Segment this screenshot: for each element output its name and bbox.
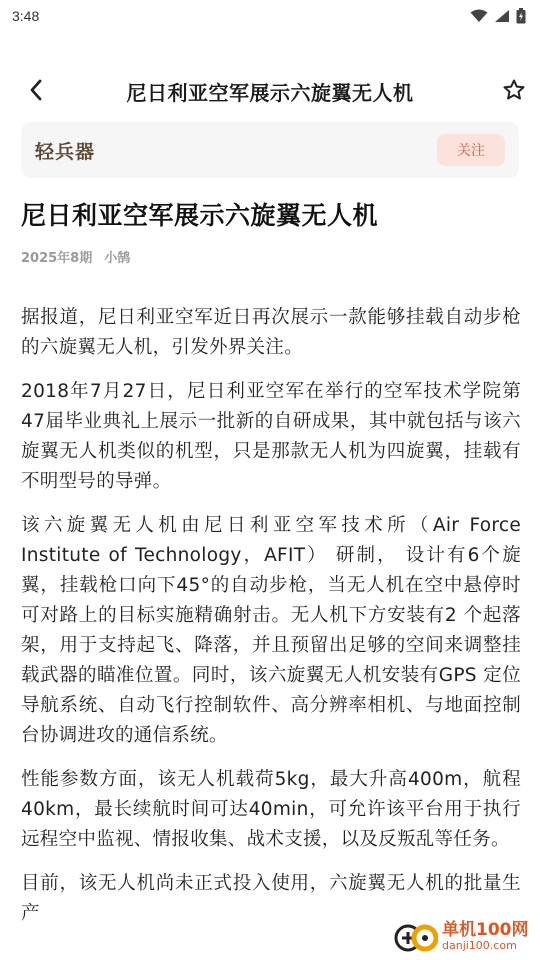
channel-card[interactable]	[21, 122, 519, 178]
article-paragraph: 2018年7月27日，尼日利亚空军在举行的空军技术学院第47届毕业典礼上展示一批新的自研成果，其中就包括与该六旋翼无人机类似的机型，只是那款无人机为四旋翼，挂载有不明型号的导弹。	[21, 381, 521, 492]
article-paragraph: 据报道，尼日利亚空军近日再次展示一款能够挂载自动步枪的六旋翼无人机，引发外界关注。	[21, 307, 521, 358]
article-meta	[21, 247, 130, 266]
star-icon	[502, 78, 526, 102]
app-title: 尼日利亚空军展示六旋翼无人机	[126, 80, 414, 105]
wifi-icon	[470, 9, 488, 23]
chevron-left-icon	[28, 78, 44, 102]
status-icons	[470, 8, 526, 24]
signal-icon	[494, 9, 510, 23]
article-paragraph: 目前，该无人机尚未正式投入使用，六旋翼无人机的批量生产	[21, 873, 521, 924]
channel-logo: 轻兵器	[35, 140, 96, 163]
article-title: 尼日利亚空军展示六旋翼无人机	[21, 201, 379, 230]
watermark-name: 单机100网	[442, 920, 529, 941]
article-issue: 2025年8期	[21, 251, 93, 266]
status-time: 3:48	[12, 8, 40, 24]
article-author: 小鹄	[104, 251, 131, 266]
watermark-text	[442, 922, 529, 951]
watermark-url: danji100.com	[442, 939, 517, 953]
article-body	[21, 303, 521, 943]
follow-button[interactable]: 关注	[437, 134, 505, 166]
article-paragraph: 该六旋翼无人机由尼日利亚空军技术所（Air Force Institute of Technology，AFIT） 研制， 设计有6个旋翼，挂载枪口向下45°的自动步枪，当无人机在空中悬停时可对路上的目标实施精确射击。无人机下方安装有2 个起落架，用于支持起飞、降落，并且预留出足够的空间来调整挂载武器的瞄准位置。同时，该六旋翼无人机安装有GPS 定位导航系统、自动飞行控制软件、高分辨率相机、与地面控制台协调进攻的通信系统。	[21, 515, 521, 746]
app-bar	[0, 60, 540, 122]
watermark-logo-icon	[394, 918, 438, 956]
battery-icon	[516, 8, 526, 24]
favorite-button[interactable]	[498, 74, 530, 106]
back-button[interactable]	[20, 74, 52, 106]
watermark	[390, 914, 540, 960]
article-paragraph: 性能参数方面，该无人机载荷5kg，最大升高400m，航程40km，最长续航时间可达40min，可允许该平台用于执行远程空中监视、情报收集、战术支援，以及反叛乱等任务。	[21, 769, 521, 850]
status-bar	[0, 0, 540, 32]
